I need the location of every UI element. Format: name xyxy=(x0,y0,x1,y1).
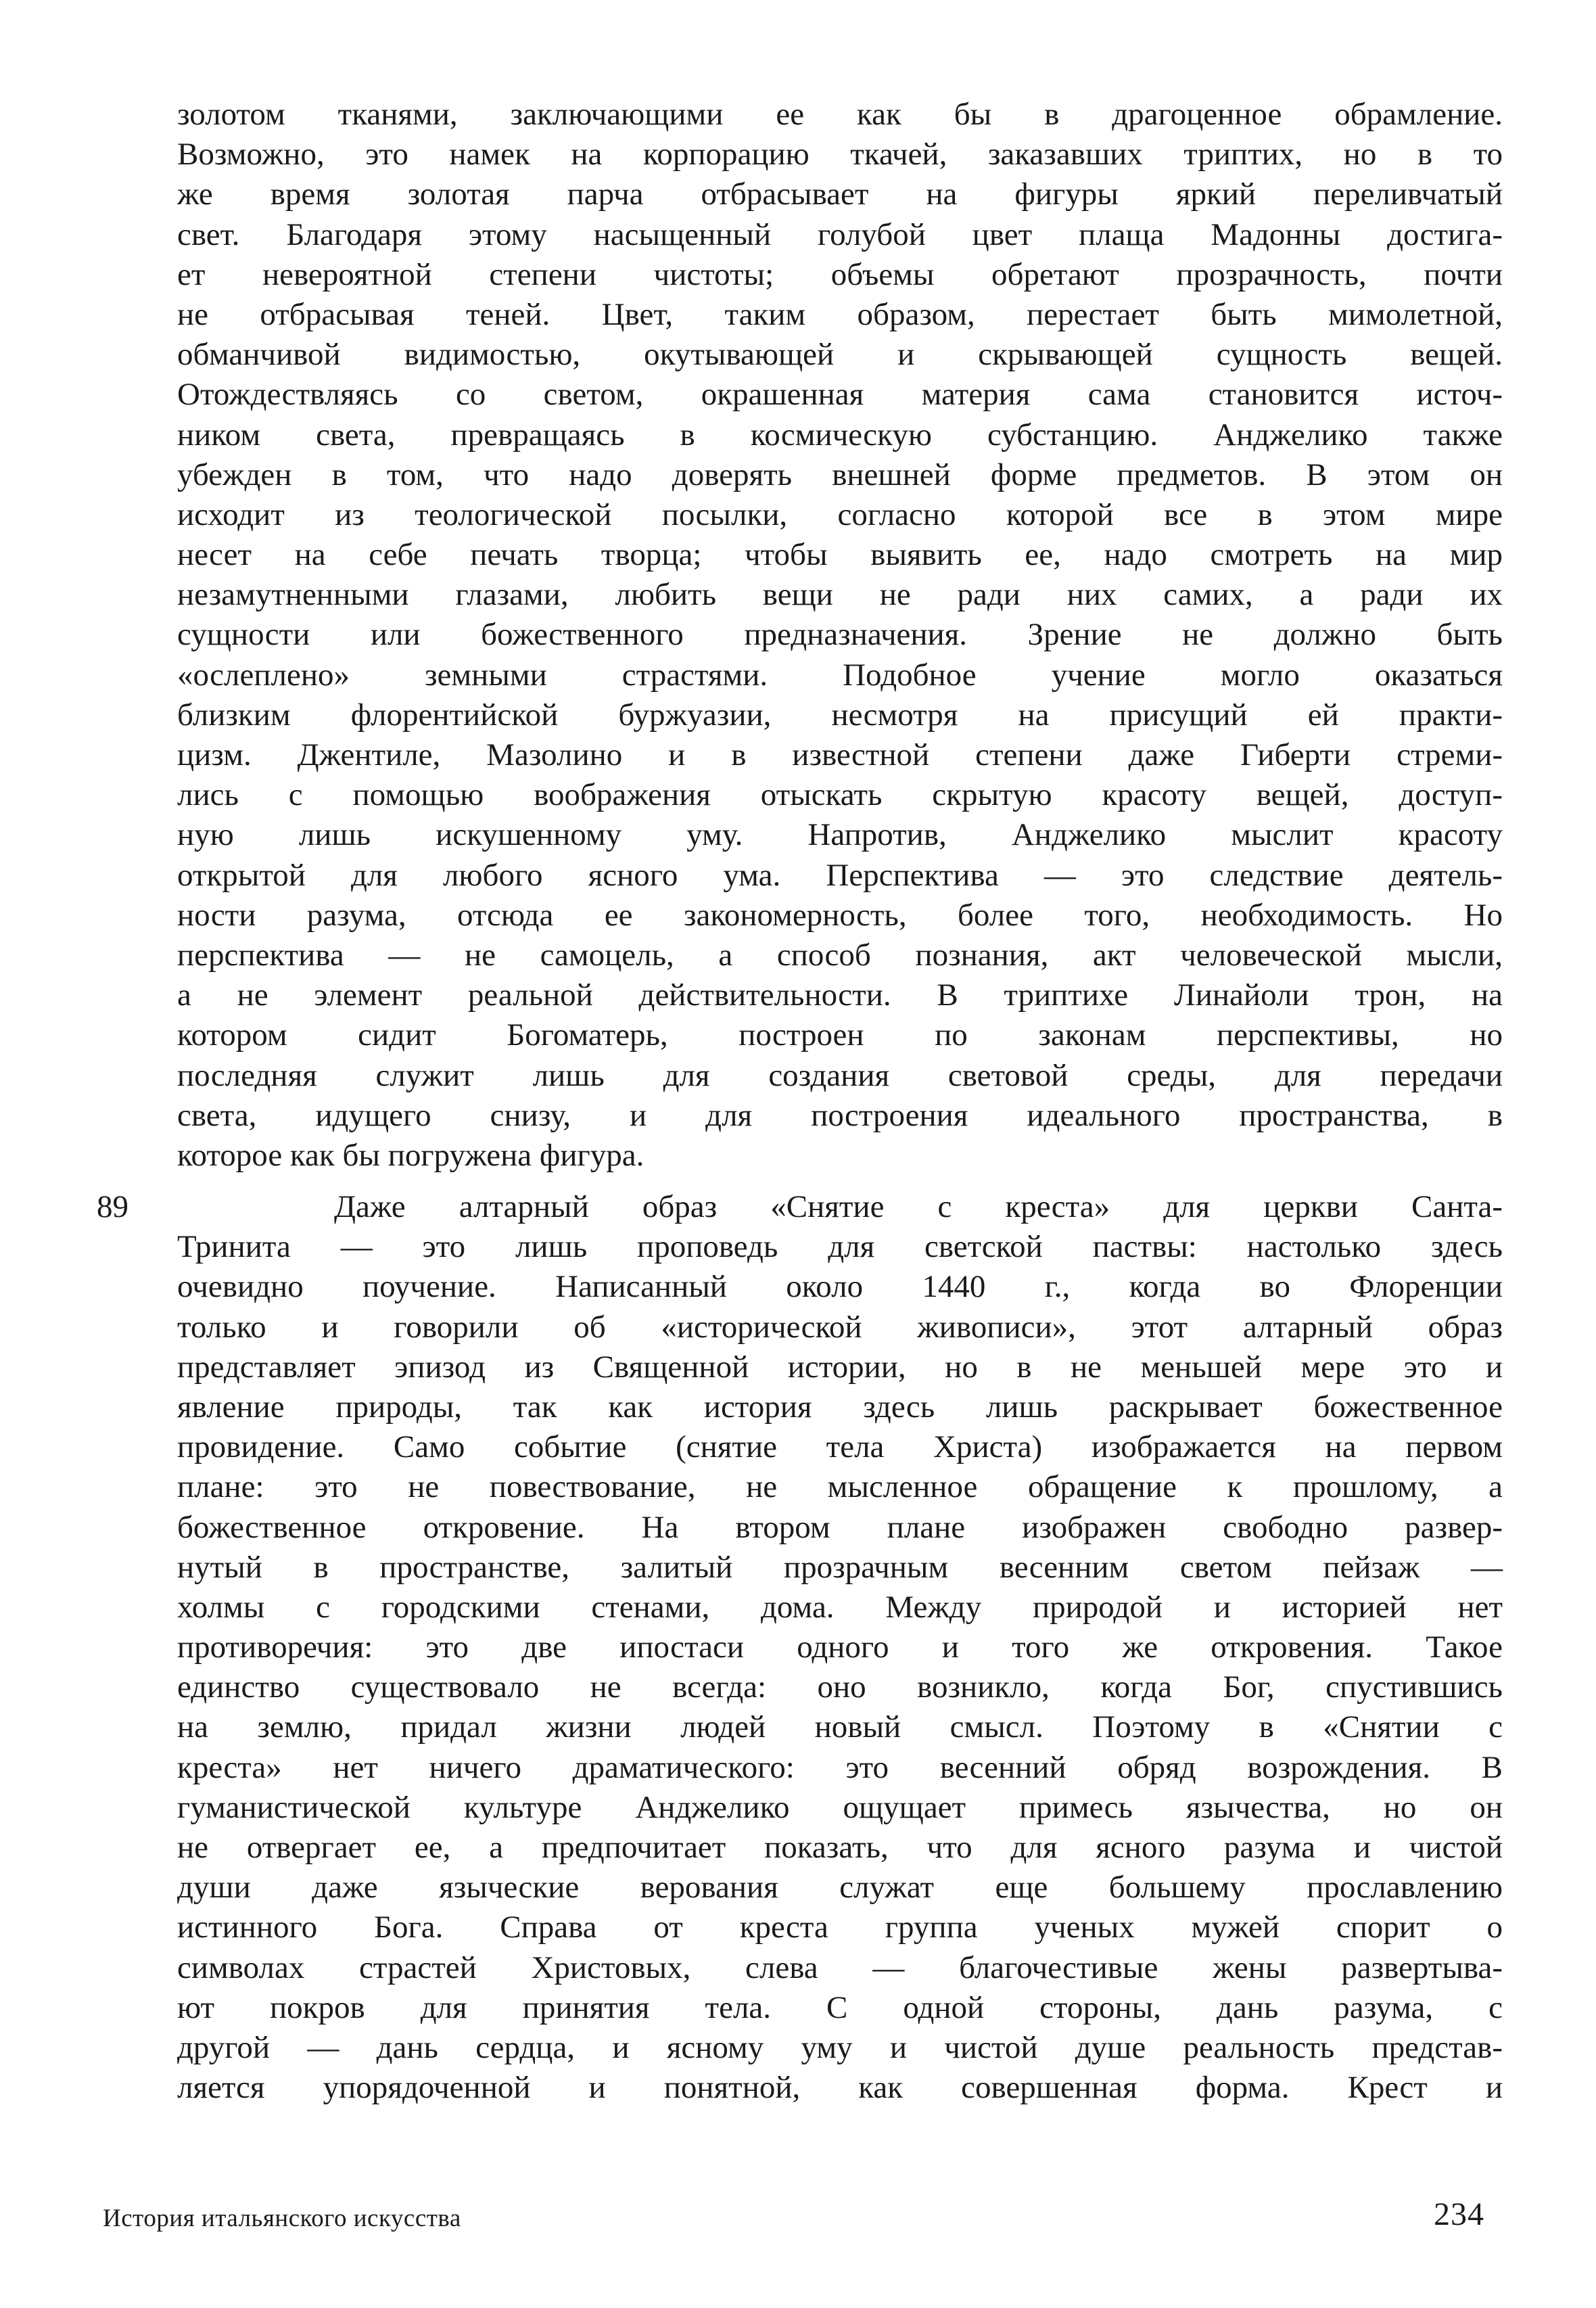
text-line: ляется упорядоченной и понятной, как совершенная форма. Крест и xyxy=(177,2070,1503,2106)
text-line: золотом тканями, заключающими ее как бы в драгоценное обрамление. xyxy=(177,97,1503,132)
text-line: на землю, придал жизни людей новый смысл. Поэтому в «Снятии с xyxy=(177,1709,1503,1745)
text-line: исходит из теологической посылки, согласно которой все в этом мире xyxy=(177,497,1503,532)
text-line: открытой для любого ясного ума. Перспектива — это следствие деятель- xyxy=(177,857,1503,893)
text-line: креста» нет ничего драматического: это весенний обряд возрождения. В xyxy=(177,1749,1503,1785)
text-line: холмы с городскими стенами, дома. Между природой и историей нет xyxy=(177,1589,1503,1625)
text-line: ную лишь искушенному уму. Напротив, Анджелико мыслит красоту xyxy=(177,817,1503,853)
text-line: незамутненными глазами, любить вещи не ради них самих, а ради их xyxy=(177,577,1503,613)
text-line: обманчивой видимостью, окутывающей и скрывающей сущность вещей. xyxy=(177,337,1503,373)
text-line: «ослеплено» земными страстями. Подобное учение могло оказаться xyxy=(177,657,1503,693)
text-line: очевидно поучение. Написанный около 1440 г., когда во Флоренции xyxy=(177,1269,1503,1305)
page-number: 234 xyxy=(1434,2196,1484,2232)
text-line: нутый в пространстве, залитый прозрачным весенним светом пейзаж — xyxy=(177,1549,1503,1585)
paragraph-2 xyxy=(177,1187,1503,2108)
text-line: котором сидит Богоматерь, построен по законам перспективы, но xyxy=(177,1017,1503,1053)
paragraph-1 xyxy=(177,95,1503,1176)
text-line: Даже алтарный образ «Снятие с креста» для церкви Санта- xyxy=(334,1189,1503,1224)
running-footer-title: История итальянского искусства xyxy=(103,2205,461,2232)
text-line: лись с помощью воображения отыскать скрытую красоту вещей, доступ- xyxy=(177,777,1503,813)
text-line: противоречия: это две ипостаси одного и того же откровения. Такое xyxy=(177,1630,1503,1665)
text-line: света, идущего снизу, и для построения идеального пространства, в xyxy=(177,1097,1503,1133)
text-line: ют покров для принятия тела. С одной стороны, дань разума, с xyxy=(177,1989,1503,2025)
text-line: не отвергает ее, а предпочитает показать, что для ясного разума и чистой xyxy=(177,1830,1503,1865)
text-line: несет на себе печать творца; чтобы выявить ее, надо смотреть на мир xyxy=(177,537,1503,573)
text-line: провидение. Само событие (снятие тела Христа) изображается на первом xyxy=(177,1429,1503,1465)
text-line: Возможно, это намек на корпорацию ткачей, заказавших триптих, но в то xyxy=(177,137,1503,172)
text-line: Тринита — это лишь проповедь для светской паствы: настолько здесь xyxy=(177,1229,1503,1265)
text-line: близким флорентийской буржуазии, несмотря на присущий ей практи- xyxy=(177,697,1503,733)
text-line: свет. Благодаря этому насыщенный голубой цвет плаща Мадонны достига- xyxy=(177,216,1503,252)
text-line: символах страстей Христовых, слева — благочестивые жены развертыва- xyxy=(177,1949,1503,1985)
text-line: плане: это не повествование, не мысленное обращение к прошлому, а xyxy=(177,1469,1503,1505)
text-line: сущности или божественного предназначения. Зрение не должно быть xyxy=(177,617,1503,653)
text-line: ет невероятной степени чистоты; объемы обретают прозрачность, почти xyxy=(177,256,1503,292)
text-line: явление природы, так как история здесь лишь раскрывает божественное xyxy=(177,1389,1503,1425)
text-line: же время золотая парча отбрасывает на фигуры яркий переливчатый xyxy=(177,177,1503,212)
margin-illustration-ref: 89 xyxy=(97,1189,128,1224)
text-line: ником света, превращаясь в космическую субстанцию. Анджелико также xyxy=(177,417,1503,453)
text-line: последняя служит лишь для создания световой среды, для передачи xyxy=(177,1057,1503,1093)
text-line: истинного Бога. Справа от креста группа ученых мужей спорит о xyxy=(177,1910,1503,1945)
text-line: гуманистической культуре Анджелико ощущает примесь язычества, но он xyxy=(177,1789,1503,1825)
text-line: единство существовало не всегда: оно возникло, когда Бог, спустившись xyxy=(177,1669,1503,1705)
text-line: цизм. Джентиле, Мазолино и в известной степени даже Гиберти стреми- xyxy=(177,737,1503,772)
text-line: убежден в том, что надо доверять внешней форме предметов. В этом он xyxy=(177,457,1503,492)
text-line: божественное откровение. На втором плане изображен свободно развер- xyxy=(177,1509,1503,1545)
text-line: не отбрасывая теней. Цвет, таким образом, перестает быть мимолетной, xyxy=(177,296,1503,332)
text-line: которое как бы погружена фигура. xyxy=(177,1137,644,1173)
text-line: перспектива — не самоцель, а способ познания, акт человеческой мысли, xyxy=(177,937,1503,973)
text-line: души даже языческие верования служат еще большему прославлению xyxy=(177,1870,1503,1906)
text-line: ности разума, отсюда ее закономерность, более того, необходимость. Но xyxy=(177,897,1503,933)
text-line: другой — дань сердца, и ясному уму и чистой душе реальность представ- xyxy=(177,2029,1503,2065)
text-line: Отождествляясь со светом, окрашенная материя сама становится источ- xyxy=(177,377,1503,413)
text-line: а не элемент реальной действительности. В триптихе Линайоли трон, на xyxy=(177,977,1503,1013)
text-line: представляет эпизод из Священной истории, но в не меньшей мере это и xyxy=(177,1349,1503,1385)
text-line: только и говорили об «исторической живописи», этот алтарный образ xyxy=(177,1309,1503,1345)
